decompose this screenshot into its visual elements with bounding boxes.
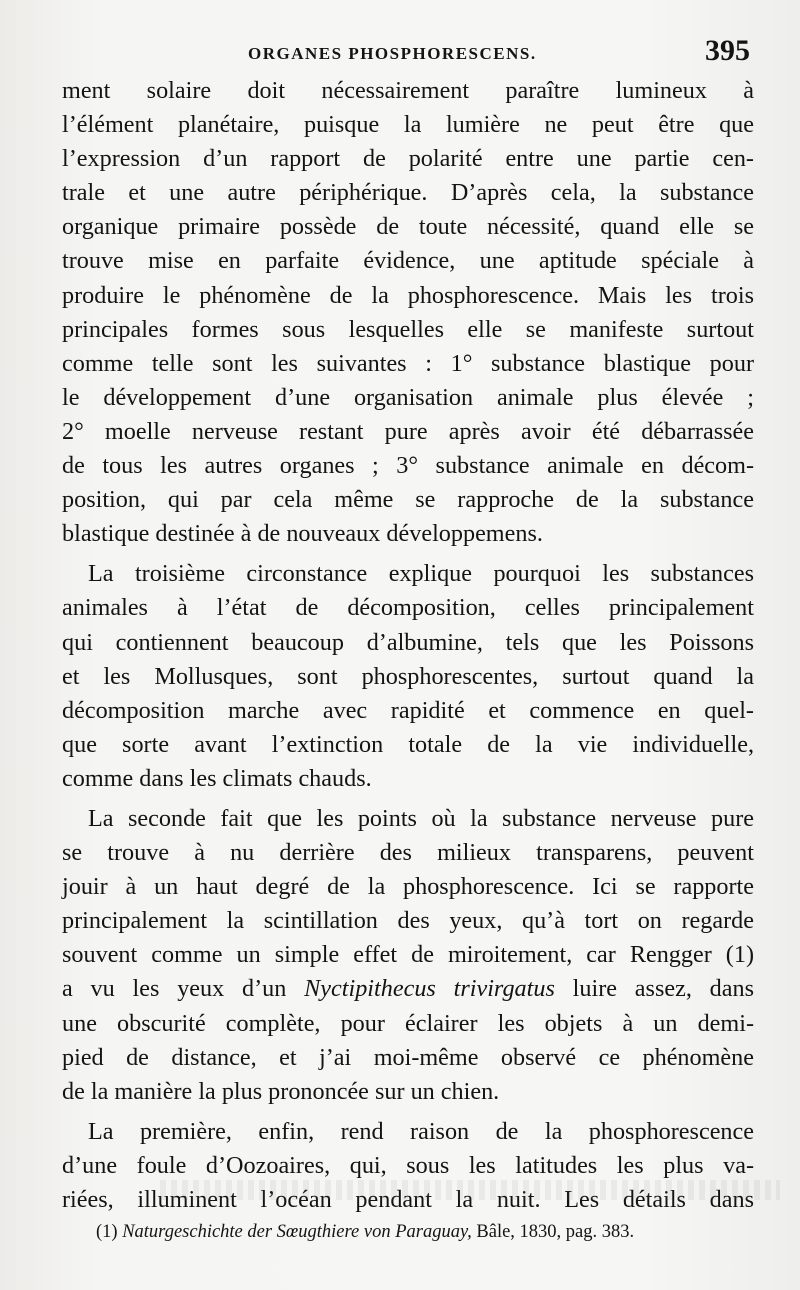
text-line: décomposition marche avec rapidité et commence en quel- bbox=[62, 696, 754, 724]
text-line: souvent comme un simple effet de miroitement, car Rengger (1) bbox=[62, 941, 754, 969]
text-line: l’élément planétaire, puisque la lumière ne peut être que bbox=[62, 111, 754, 139]
footnote bbox=[96, 1222, 756, 1243]
species-name: Nyctipithecus trivirgatus bbox=[304, 975, 555, 1003]
text-line: trouve mise en parfaite évidence, une aptitude spéciale à bbox=[62, 247, 754, 275]
text-line: La troisième circonstance explique pourquoi les substances bbox=[88, 560, 754, 588]
page-number: 395 bbox=[705, 34, 750, 67]
text-line: organique primaire possède de toute nécessité, quand elle se bbox=[62, 213, 754, 241]
text-line: animales à l’état de décomposition, celles principalement bbox=[62, 594, 754, 622]
footnote-title: Naturgeschichte der Sœugthiere von Paraguay, bbox=[122, 1222, 472, 1242]
footnote-marker: (1) bbox=[96, 1222, 118, 1242]
footnote-details: Bâle, 1830, pag. 383. bbox=[476, 1222, 635, 1242]
text-line: de la manière la plus prononcée sur un chien. bbox=[62, 1077, 500, 1105]
text-line: jouir à un haut degré de la phosphorescence. Ici se rapporte bbox=[62, 873, 754, 901]
text-line: une obscurité complète, pour éclairer les objets à un demi- bbox=[62, 1009, 754, 1037]
running-title: ORGANES PHOSPHORESCENS. bbox=[248, 44, 537, 63]
text-line: se trouve à nu derrière des milieux transparens, peuvent bbox=[62, 839, 754, 867]
text-line: ment solaire doit nécessairement paraître lumineux à bbox=[62, 77, 754, 104]
text-line: d’une foule d’Oozoaires, qui, sous les latitudes les plus va- bbox=[62, 1151, 754, 1179]
text-line: l’expression d’un rapport de polarité entre une partie cen- bbox=[62, 145, 754, 173]
line-end: luire assez, dans bbox=[572, 975, 755, 1003]
text-line: trale et une autre périphérique. D’après cela, la substance bbox=[62, 179, 754, 207]
text-line: riées, illuminent l’océan pendant la nuit. Les détails dans bbox=[62, 1186, 754, 1213]
text-line-with-species bbox=[62, 972, 754, 1006]
line-start: a vu les yeux d’un bbox=[62, 975, 287, 1003]
text-line: blastique destinée à de nouveaux développemens. bbox=[62, 520, 543, 548]
text-line: qui contiennent beaucoup d’albumine, tels que les Poissons bbox=[62, 628, 754, 656]
text-line: La seconde fait que les points où la substance nerveuse pure bbox=[88, 804, 754, 832]
text-line: de tous les autres organes ; 3° substance animale en décom- bbox=[62, 452, 754, 480]
text-line: comme dans les climats chauds. bbox=[62, 764, 372, 792]
text-line: comme telle sont les suivantes : 1° substance blastique pour bbox=[62, 349, 754, 377]
text-line: le développement d’une organisation animale plus élevée ; bbox=[62, 383, 754, 411]
text-line: produire le phénomène de la phosphorescence. Mais les trois bbox=[62, 281, 754, 309]
body-text bbox=[62, 74, 754, 1217]
text-line: que sorte avant l’extinction totale de la vie individuelle, bbox=[62, 730, 754, 758]
text-line: La première, enfin, rend raison de la phosphorescence bbox=[88, 1117, 754, 1145]
text-line: principalement la scintillation des yeux, qu’à tort on regarde bbox=[62, 907, 754, 935]
text-line: 2° moelle nerveuse restant pure après avoir été débarrassée bbox=[62, 417, 754, 445]
show-through bbox=[160, 1180, 780, 1200]
text-line: pied de distance, et j’ai moi-même observé ce phénomène bbox=[62, 1043, 754, 1071]
text-line: position, qui par cela même se rapproche de la substance bbox=[62, 486, 754, 514]
text-line: principales formes sous lesquelles elle se manifeste surtout bbox=[62, 315, 754, 343]
text-line: et les Mollusques, sont phosphorescentes, surtout quand la bbox=[62, 662, 754, 690]
